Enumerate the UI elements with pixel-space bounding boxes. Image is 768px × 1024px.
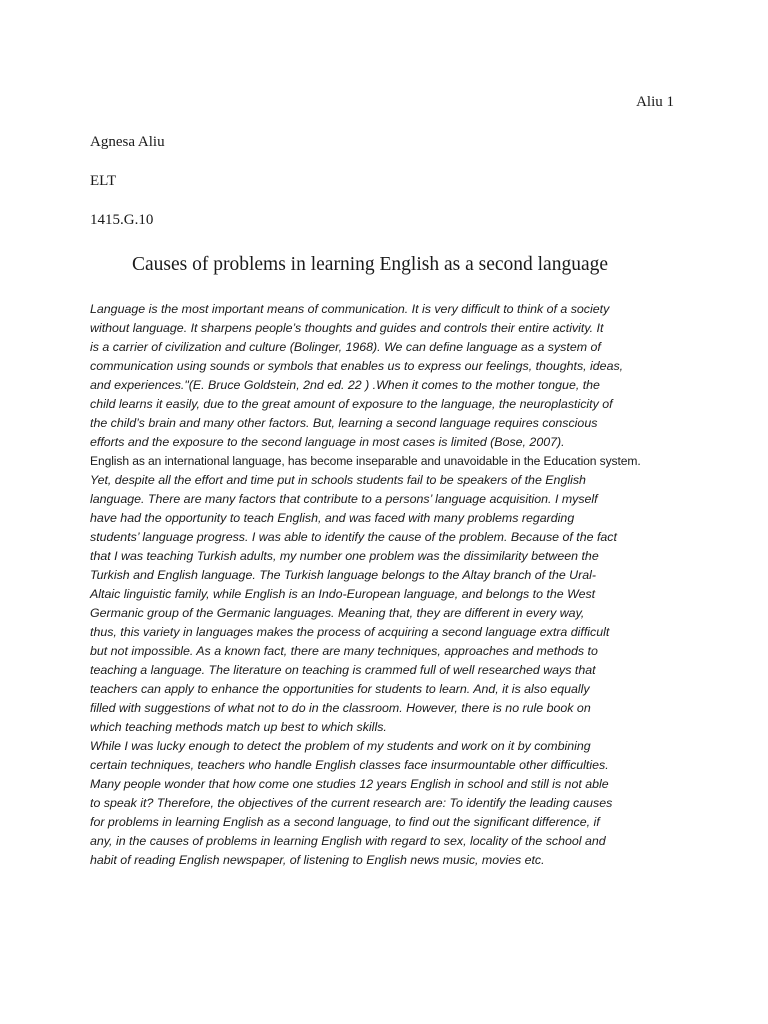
body-line: While I was lucky enough to detect the problem of my students and work on it by combining bbox=[90, 739, 591, 753]
body-line: that I was teaching Turkish adults, my number one problem was the dissimilarity between the bbox=[90, 549, 599, 563]
course-code: 1415.G.10 bbox=[90, 212, 154, 228]
body-line: Yet, despite all the effort and time put in schools students fail to be speakers of the English bbox=[90, 473, 586, 487]
body-line: and experiences."(E. Bruce Goldstein, 2nd ed. 22 ) .When it comes to the mother tongue, the bbox=[90, 378, 600, 392]
body-line: but not impossible. As a known fact, there are many techniques, approaches and methods to bbox=[90, 644, 598, 658]
body-line: teaching a language. The literature on teaching is crammed full of well researched ways that bbox=[90, 663, 596, 677]
body-line: Many people wonder that how come one studies 12 years English in school and still is not able bbox=[90, 777, 609, 791]
body-line: filled with suggestions of what not to do in the classroom. However, there is no rule book on bbox=[90, 701, 591, 715]
body-line: efforts and the exposure to the second language in most cases is limited (Bose, 2007). bbox=[90, 435, 565, 449]
body-line: to speak it? Therefore, the objectives of the current research are: To identify the leading causes bbox=[90, 796, 613, 810]
body-line: teachers can apply to enhance the opportunities for students to learn. And, it is also equally bbox=[90, 682, 590, 696]
body-line: certain techniques, teachers who handle English classes face insurmountable other difficulties. bbox=[90, 758, 609, 772]
body-line: English as an international language, has become inseparable and unavoidable in the Education system. bbox=[90, 454, 641, 468]
body-line: without language. It sharpens people’s thoughts and guides and controls their entire activity. It bbox=[90, 321, 604, 335]
page-title: Causes of problems in learning English as a second language bbox=[132, 254, 609, 275]
body-line: which teaching methods match up best to which skills. bbox=[90, 720, 387, 734]
running-head: Aliu 1 bbox=[636, 94, 674, 110]
body-line: Language is the most important means of communication. It is very difficult to think of a society bbox=[90, 302, 610, 316]
body-line: Altaic linguistic family, while English is an Indo-European language, and belongs to the West bbox=[90, 587, 596, 601]
body-line: habit of reading English newspaper, of listening to English news music, movies etc. bbox=[90, 853, 545, 867]
body-line: language. There are many factors that contribute to a persons’ language acquisition. I myself bbox=[90, 492, 598, 506]
body-line: Turkish and English language. The Turkish language belongs to the Altay branch of the Ural- bbox=[90, 568, 597, 582]
body-line: have had the opportunity to teach English, and was faced with many problems regarding bbox=[90, 511, 575, 525]
body-line: Germanic group of the Germanic languages. Meaning that, they are different in every way, bbox=[90, 606, 585, 620]
body-line: thus, this variety in languages makes the process of acquiring a second language extra difficult bbox=[90, 625, 610, 639]
body-line: child learns it easily, due to the great amount of exposure to the language, the neuroplasticity of bbox=[90, 397, 613, 411]
body-line: students’ language progress. I was able to identify the cause of the problem. Because of the fact bbox=[90, 530, 617, 544]
body-line: the child’s brain and many other factors. But, learning a second language requires conscious bbox=[90, 416, 598, 430]
body-line: is a carrier of civilization and culture (Bolinger, 1968). We can define language as a system of bbox=[90, 340, 601, 354]
body-text bbox=[90, 300, 688, 870]
body-line: any, in the causes of problems in learning English with regard to sex, locality of the school and bbox=[90, 834, 606, 848]
body-line: for problems in learning English as a second language, to find out the significant difference, if bbox=[90, 815, 600, 829]
course-name: ELT bbox=[90, 173, 117, 189]
body-line: communication using sounds or symbols that enables us to express our feelings, thoughts, ideas, bbox=[90, 359, 624, 373]
author-block bbox=[90, 134, 165, 251]
author-name: Agnesa Aliu bbox=[90, 134, 165, 150]
